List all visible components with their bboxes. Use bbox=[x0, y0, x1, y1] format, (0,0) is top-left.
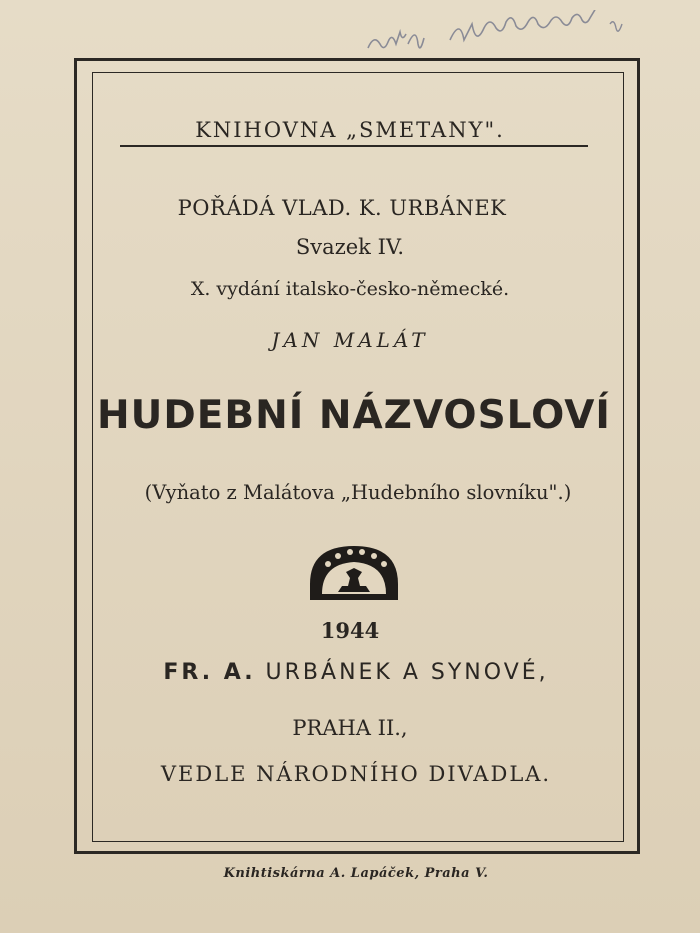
arched-publisher-logo-icon bbox=[308, 542, 400, 602]
author-name: JAN MALÁT bbox=[271, 328, 429, 352]
series-title: KNIHOVNA „SMETANY". bbox=[195, 118, 505, 142]
publication-year: 1944 bbox=[320, 618, 380, 643]
publisher-name bbox=[6, 660, 700, 685]
printer-credit: Knihtiskárna A. Lapáček, Praha V. bbox=[223, 866, 489, 881]
publisher-city: PRAHA II., bbox=[292, 716, 408, 740]
editor-line: POŘÁDÁ VLAD. K. URBÁNEK bbox=[177, 196, 507, 220]
publisher-surname: URBÁNEK A SYNOVÉ, bbox=[265, 660, 549, 685]
book-subtitle: (Vyňato z Malátova „Hudebního slovníku".) bbox=[144, 481, 572, 504]
edition-line: X. vydání italsko-česko-německé. bbox=[190, 278, 510, 300]
book-title: HUDEBNÍ NÁZVOSLOVÍ bbox=[97, 393, 611, 438]
publisher-abbreviation: FR. A. bbox=[163, 660, 256, 685]
series-underline-rule bbox=[120, 145, 588, 147]
publisher-address: VEDLE NÁRODNÍHO DIVADLA. bbox=[160, 762, 552, 786]
volume-line: Svazek IV. bbox=[295, 235, 405, 259]
